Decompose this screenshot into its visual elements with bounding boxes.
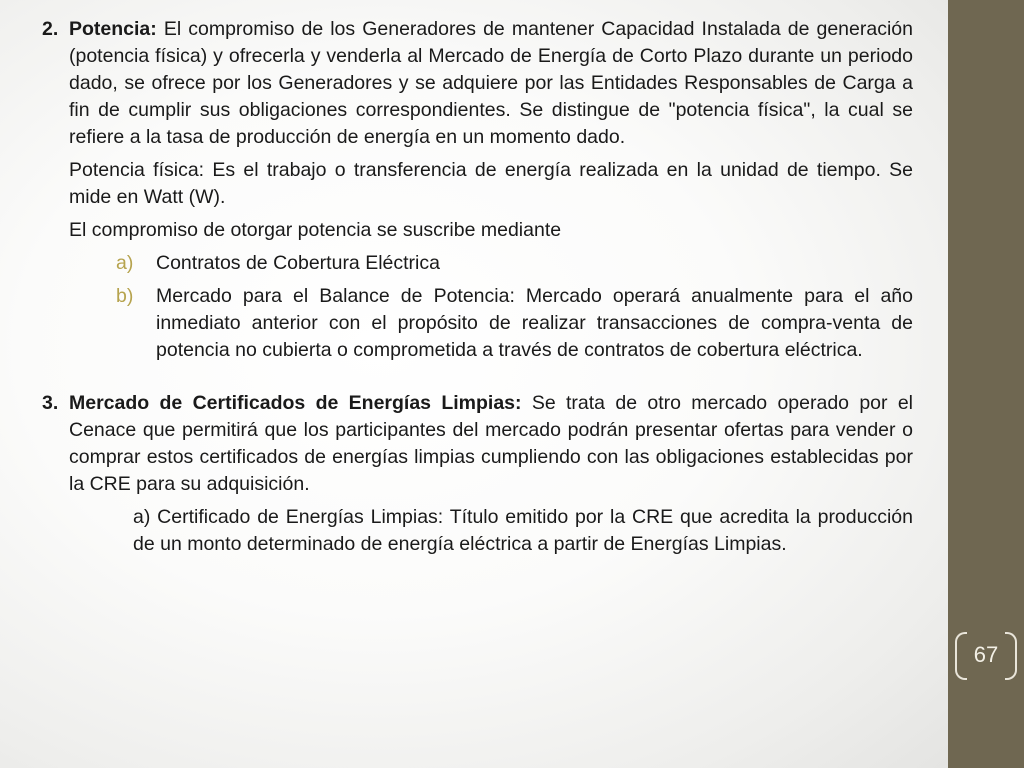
section-number: 3.: [42, 392, 59, 414]
spacer: [42, 364, 913, 390]
page-number-box: [955, 632, 1019, 678]
section-body: El compromiso de los Generadores de mantener Capacidad Instalada de generación (potencia física) y ofrecerla y venderla al Mercado de Energía de Corto Plazo durante un periodo dado, se ofrece por los Generadores y se adquiere por las Entidades Responsables de Carga a fin de cumplir sus obligaciones correspondientes. Se distingue de "potencia física", la cual se refiere a la tasa de producción de energía en un momento dado.: [69, 18, 913, 148]
definition-paragraph: Potencia física: Es el trabajo o transferencia de energía realizada en la unidad de tiempo. Se mide en Watt (W).: [69, 159, 913, 208]
section-potencia: [42, 16, 913, 151]
section-paragraph: [69, 390, 913, 498]
section-heading: Mercado de Certificados de Energías Limpias:: [69, 392, 522, 414]
list-item: [42, 250, 913, 277]
list-marker: b): [116, 285, 134, 307]
section-heading: Potencia:: [69, 18, 157, 40]
certificate-definition: a) Certificado de Energías Limpias: Título emitido por la CRE que acredita la producción de un monto determinado de energía eléctrica a partir de Energías Limpias.: [133, 506, 913, 555]
section-paragraph: [69, 16, 913, 151]
section-body: Se trata de otro mercado operado por el Cenace que permitirá que los participantes del mercado podrán presentar ofertas para vender o comprar estos certificados de energías limpias cumpliendo con las obligaciones establecidas por la CRE para su adquisición.: [69, 392, 913, 495]
list-item: [42, 283, 913, 364]
section-number: 2.: [42, 18, 59, 40]
section-certificados: [42, 390, 913, 498]
page-number: 67: [973, 642, 999, 667]
intro-paragraph: El compromiso de otorgar potencia se suscribe mediante: [69, 219, 562, 241]
slide-content: [42, 16, 913, 558]
list-item-text: Contratos de Cobertura Eléctrica: [156, 252, 440, 274]
list-marker: a): [116, 252, 134, 274]
list-item-text: Mercado para el Balance de Potencia: Mercado operará anualmente para el año inmediato anterior con el propósito de realizar transacciones de compra-venta de potencia no cubierta o comprometida a través de contratos de cobertura eléctrica.: [156, 285, 913, 361]
